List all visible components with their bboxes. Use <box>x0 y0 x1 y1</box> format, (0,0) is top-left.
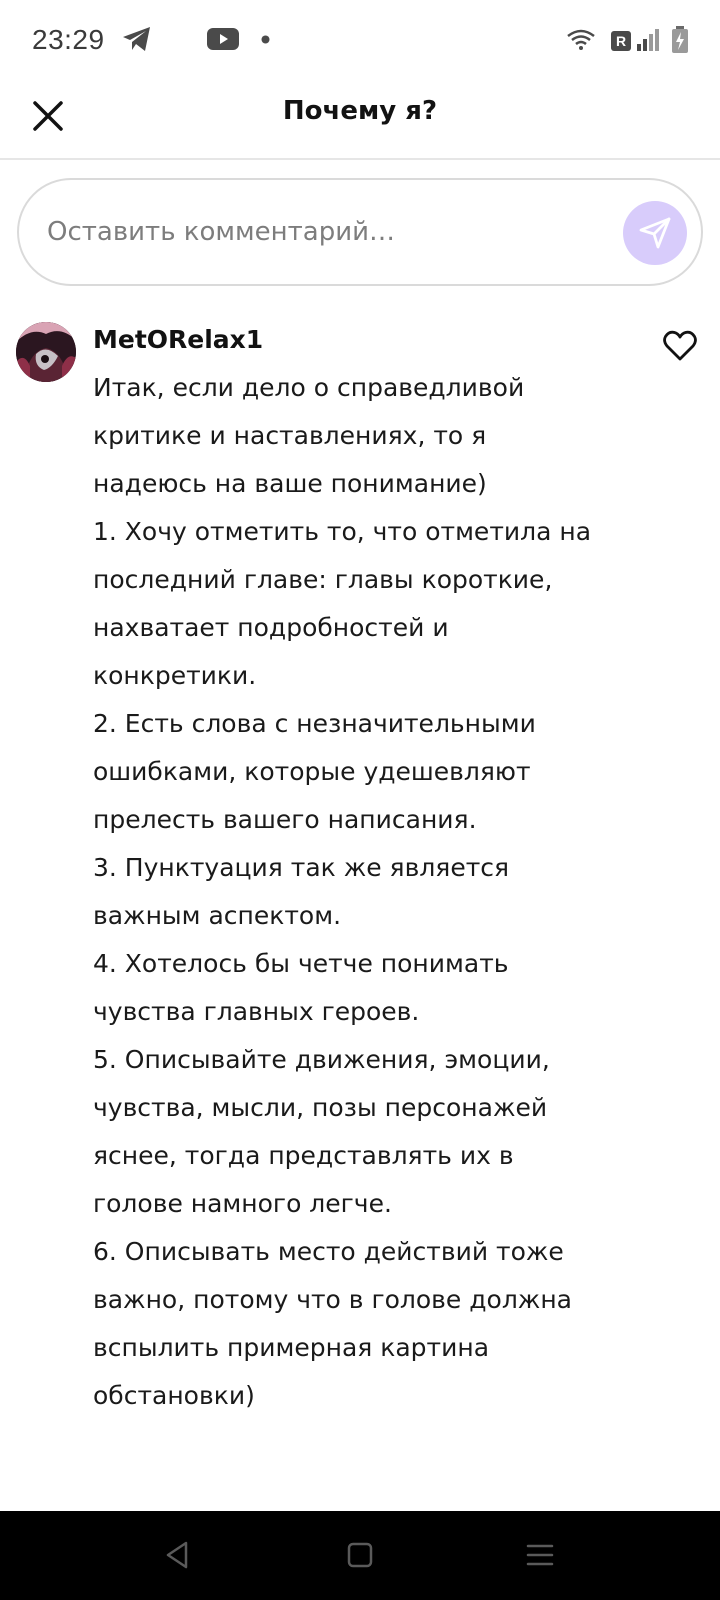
signal-icon <box>636 28 660 52</box>
comment-line: важно, потому что в голове должна <box>93 1285 572 1314</box>
nav-menu-button[interactable] <box>520 1535 560 1575</box>
comment-line: критике и наставлениях, то я <box>93 421 487 450</box>
wifi-icon <box>566 28 596 50</box>
comment-line: 2. Есть слова с незначительными <box>93 709 536 738</box>
comment-line: нахватает подробностей и <box>93 613 449 642</box>
comment-line: надеюсь на ваше понимание) <box>93 469 487 498</box>
like-button[interactable] <box>662 328 698 364</box>
comment-line: обстановки) <box>93 1381 255 1410</box>
comment-line: конкретики. <box>93 661 257 690</box>
status-time: 23:29 <box>32 24 105 55</box>
comment-line: вспылить примерная картина <box>93 1333 490 1362</box>
send-icon <box>637 215 673 251</box>
nav-back-button[interactable] <box>158 1535 198 1575</box>
comment-line: 4. Хотелось бы четче понимать <box>93 949 509 978</box>
telegram-icon <box>122 26 152 52</box>
battery-charging-icon <box>671 26 689 54</box>
avatar[interactable] <box>16 322 76 382</box>
comment-text <box>93 364 613 1420</box>
youtube-icon <box>207 28 239 50</box>
menu-icon <box>520 1535 560 1575</box>
comment-line: голове намного легче. <box>93 1189 392 1218</box>
comment-line: 6. Описывать место действий тоже <box>93 1237 564 1266</box>
comment-input[interactable] <box>47 204 587 260</box>
comment-line: последний главе: главы короткие, <box>93 565 553 594</box>
page-title: Почему я? <box>282 96 438 126</box>
comment-line: Итак, если дело о справедливой <box>93 373 525 402</box>
navigation-bar <box>0 1511 720 1600</box>
heart-outline-icon <box>662 328 698 364</box>
comment-input-container <box>17 178 703 286</box>
comment-line: 1. Хочу отметить то, что отметила на <box>93 517 592 546</box>
home-icon <box>340 1535 380 1575</box>
comment-line: яснее, тогда представлять их в <box>93 1141 514 1170</box>
roaming-icon: R <box>611 31 631 51</box>
header <box>0 80 720 160</box>
status-bar <box>0 0 720 80</box>
comment-line: 5. Описывайте движения, эмоции, <box>93 1045 550 1074</box>
comment-line: важным аспектом. <box>93 901 342 930</box>
comment-line: прелесть вашего написания. <box>93 805 477 834</box>
comment-line: чувства главных героев. <box>93 997 420 1026</box>
comment-line: чувства, мысли, позы персонажей <box>93 1093 548 1122</box>
comment-line: ошибками, которые удешевляют <box>93 757 531 786</box>
comment-username[interactable]: MetORelax1 <box>93 325 264 354</box>
back-icon <box>158 1535 198 1575</box>
send-button[interactable] <box>623 201 687 265</box>
nav-home-button[interactable] <box>340 1535 380 1575</box>
notification-dot-icon <box>261 35 270 44</box>
comment-line: 3. Пунктуация так же является <box>93 853 510 882</box>
